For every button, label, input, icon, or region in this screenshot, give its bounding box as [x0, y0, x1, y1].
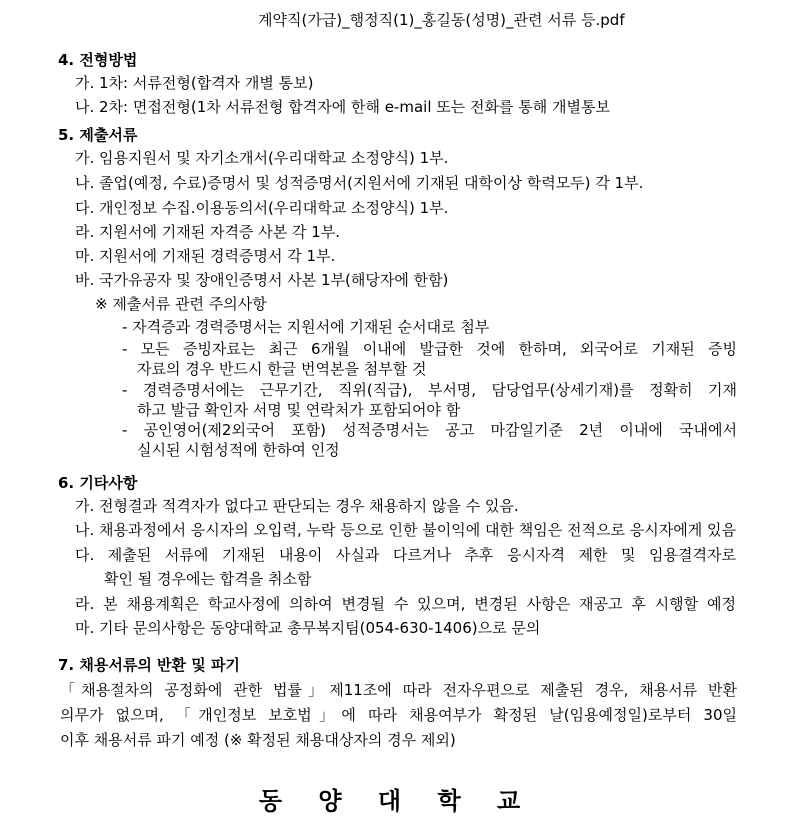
note-line: 실시된 시험성적에 한하여 인정 — [137, 441, 340, 459]
section-5-item: 마. 지원서에 기재된 경력증명서 각 1부. — [75, 247, 336, 265]
section-5-item: 바. 국가유공자 및 장애인증명서 사본 1부(해당자에 한함) — [75, 271, 449, 289]
section-6-title: 6. 기타사항 — [58, 474, 138, 492]
note-line: - 경력증명서에는 근무기간, 직위(직급), 부서명, 담당업무(상세기재)를 정확히 기재 — [122, 381, 737, 399]
section-6-item: 확인 될 경우에는 합격을 취소함 — [104, 570, 312, 588]
section-4-item: 나. 2차: 면접전형(1차 서류전형 합격자에 한해 e-mail 또는 전화를 통해 개별통보 — [75, 98, 610, 116]
section-6-item: 다. 제출된 서류에 기재된 내용이 사실과 다르거나 추후 응시자격 제한 및 임용결격자로 — [75, 546, 736, 564]
section-6-item: 마. 기타 문의사항은 동양대학교 총무복지팀(054-630-1406)으로 문의 — [75, 619, 541, 637]
section-6-item: 가. 전형결과 적격자가 없다고 판단되는 경우 채용하지 않을 수 있음. — [75, 497, 519, 515]
note-line: - 자격증과 경력증명서는 지원서에 기재된 순서대로 첨부 — [122, 318, 490, 336]
note-line: - 공인영어(제2외국어 포함) 성적증명서는 공고 마감일기준 2년 이내에 국내에서 — [122, 421, 737, 439]
notes-title: ※ 제출서류 관련 주의사항 — [95, 295, 267, 313]
section-7-line: 의무가 없으며, 「개인정보 보호법」에 따라 채용여부가 확정된 날(임용예정일)로부터 30일 — [60, 706, 737, 724]
section-5-item: 다. 개인정보 수집.이용동의서(우리대학교 소정양식) 1부. — [75, 199, 449, 217]
section-5-item: 라. 지원서에 기재된 자격증 사본 각 1부. — [75, 223, 341, 241]
document-filename: 계약직(가급)_행정직(1)_홍길동(성명)_관련 서류 등.pdf — [258, 11, 625, 29]
note-line: - 모든 증빙자료는 최근 6개월 이내에 발급한 것에 한하며, 외국어로 기재된 증빙 — [122, 340, 737, 358]
section-6-item: 라. 본 채용계획은 학교사정에 의하여 변경될 수 있으며, 변경된 사항은 재공고 후 시행할 예정 — [75, 595, 736, 613]
section-7-title: 7. 채용서류의 반환 및 파기 — [58, 656, 240, 674]
note-line: 하고 발급 확인자 서명 및 연락처가 포함되어야 함 — [137, 401, 461, 419]
section-6-item: 나. 채용과정에서 응시자의 오입력, 누락 등으로 인한 불이익에 대한 책임은 전적으로 응시자에게 있음 — [75, 521, 736, 539]
section-4-item: 가. 1차: 서류전형(합격자 개별 통보) — [75, 74, 314, 92]
section-7-line: 이후 채용서류 파기 예정 (※ 확정된 채용대상자의 경우 제외) — [60, 731, 456, 749]
section-7-line: 「채용절차의 공정화에 관한 법률」제11조에 따라 전자우편으로 제출된 경우, 채용서류 반환 — [60, 681, 737, 699]
section-5-item: 나. 졸업(예정, 수료)증명서 및 성적증명서(지원서에 기재된 대학이상 학력모두) 각 1부. — [75, 174, 644, 192]
section-5-title: 5. 제출서류 — [58, 126, 138, 144]
note-line: 자료의 경우 반드시 한글 번역본을 첨부할 것 — [137, 360, 427, 378]
section-4-title: 4. 전형방법 — [58, 51, 138, 69]
university-name: 동 양 대 학 교 — [258, 787, 535, 815]
section-5-item: 가. 임용지원서 및 자기소개서(우리대학교 소정양식) 1부. — [75, 149, 449, 167]
